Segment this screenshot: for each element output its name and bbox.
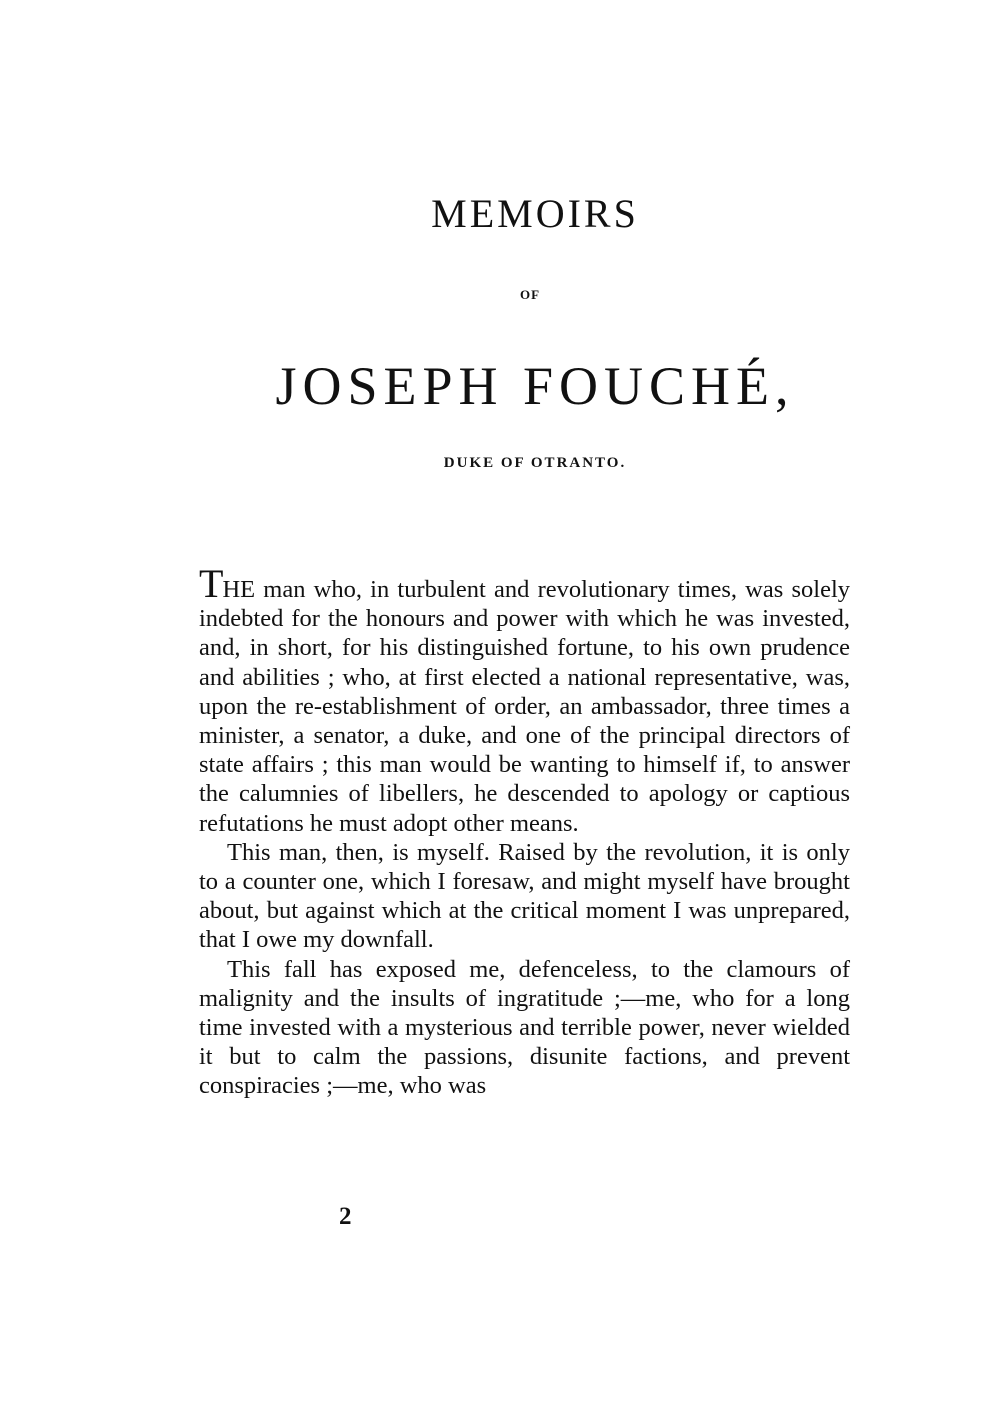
signature-mark: 2 xyxy=(339,1203,352,1230)
paragraph-2: This man, then, is myself. Raised by the revolution, it is only to a counter one, which I foresaw, and might myself have brought about, but against which at the critical moment I was unprepared, that I owe my downfall. xyxy=(199,838,850,954)
paragraph-1 xyxy=(199,561,850,838)
paragraph-1-text: HE man who, in turbulent and revolutionary times, was solely indebted for the honours and power with which he was invested, and, in short, for his distinguished fortune, to his own prudence and abilities ; who, at first elected a national representative, was, upon the re-establishment of order, an ambassador, three times a minister, a senator, a duke, and one of the principal directors of state affairs ; this man would be wanting to himself if, to answer the calumnies of libellers, he descended to apology or captious refutations he must adopt other means. xyxy=(199,576,850,837)
drop-cap: T xyxy=(199,561,223,606)
body-text xyxy=(199,561,850,1101)
title-joseph-fouche: JOSEPH FOUCHÉ, xyxy=(275,356,795,416)
paragraph-3: This fall has exposed me, defenceless, to the clamours of malignity and the insults of ingratitude ;—me, who for a long time invested with a mysterious and terrible power, never wielded it but to calm the passions, disunite factions, and prevent conspiracies ;—me, who was xyxy=(199,955,850,1100)
title-duke-of-otranto: DUKE OF OTRANTO. xyxy=(443,455,627,471)
title-of: OF xyxy=(519,287,541,302)
title-memoirs: MEMOIRS xyxy=(431,191,639,236)
